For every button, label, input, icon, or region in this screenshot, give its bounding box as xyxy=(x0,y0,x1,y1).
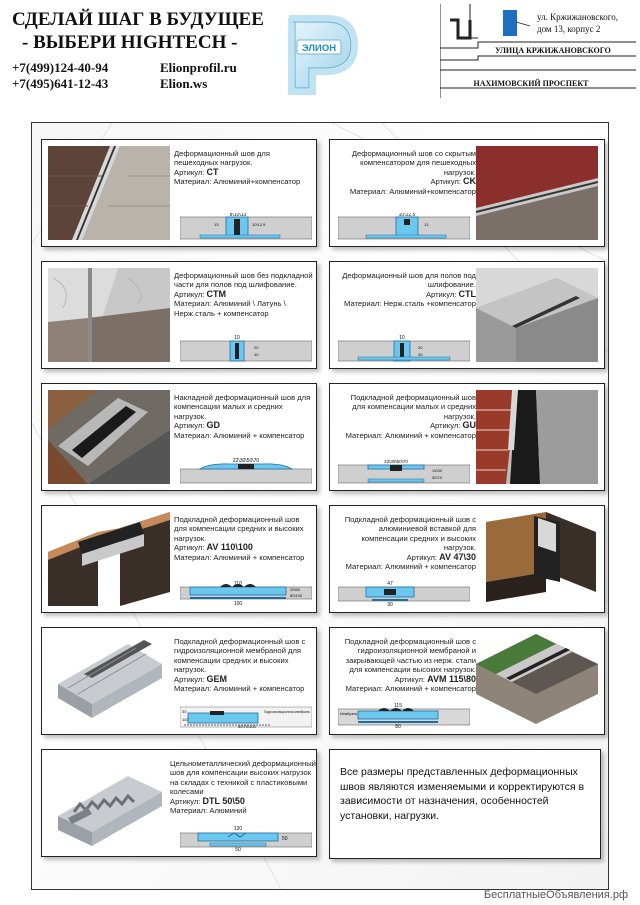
product-material: Материал: Алюминий + компенсатор xyxy=(345,562,476,572)
profile-diagram-ctl xyxy=(338,335,470,363)
product-info-gu xyxy=(336,393,476,440)
product-material: Материал: Алюминий xyxy=(170,806,247,816)
product-photo-av47 xyxy=(476,512,598,606)
product-info-ct xyxy=(174,149,314,187)
product-article: Артикул: DTL 50\50 xyxy=(170,795,245,806)
dim-label: 47 xyxy=(387,581,393,587)
product-card-ck[interactable] xyxy=(329,139,605,247)
product-material: Материал: Алюминий + компенсатор xyxy=(345,684,476,694)
dim-label: 80 xyxy=(395,724,401,729)
product-desc: Подкладной деформационный шов с гидроизоляционной мембраной и закрывающей частью из нерж. стали для компенсации высоких нагрузок. xyxy=(344,637,476,675)
product-desc: Цельнометаллический деформационный шов для компенсации высоких нагрузок на складах с техникой с пластиковыми колесами xyxy=(170,759,316,797)
dim-label: 40 xyxy=(254,352,259,357)
product-article: Артикул: CT xyxy=(174,166,219,177)
dim-label: 50 xyxy=(282,836,288,842)
dim-label: 13 xyxy=(424,222,429,227)
product-desc: Подкладной деформационный шов с алюминиевой вставкой для компенсации средних и высоких нагрузок. xyxy=(344,515,476,553)
product-photo-gd xyxy=(48,390,170,484)
phone-list xyxy=(12,60,108,92)
product-info-ctl xyxy=(336,271,476,309)
product-material: Материал: Алюминий \ Латунь \ Нерж.сталь + компенсатор xyxy=(174,299,286,318)
product-card-av110[interactable] xyxy=(41,505,317,613)
dim-label: 120 xyxy=(233,826,243,832)
dim-label: 20\50 xyxy=(290,587,301,592)
elion-logo xyxy=(283,14,361,96)
product-article: Артикул: GD xyxy=(174,420,221,431)
watermark: БесплатныеОбъявления.рф xyxy=(483,889,628,901)
product-desc: Деформационный шов без подкладной части для полов под шлифование. xyxy=(174,271,313,290)
product-info-ck xyxy=(336,149,476,196)
website-2[interactable]: Elion.ws xyxy=(160,76,208,91)
profile-diagram-ck xyxy=(338,213,470,241)
dim-label: 13 xyxy=(214,222,219,227)
product-desc: Подкладной деформационный шов для компенсации малых и средних нагрузок. xyxy=(350,393,476,421)
dim-label: Гидроизоляционная мембрана xyxy=(264,710,310,714)
sizing-note: Все размеры представленных деформационных швов являются изменяемыми и корректируются в зависимости от назначения, особенностей установки, нагрузки. xyxy=(329,749,601,859)
dim-label: 100 xyxy=(233,601,243,607)
dim-label: 22\30\50\70 xyxy=(232,458,260,464)
dim-label: 20 xyxy=(418,345,423,350)
product-desc: Подкладной деформационный шов для компенсации средних и высоких нагрузок. xyxy=(174,515,304,543)
profile-diagram-gd xyxy=(180,457,312,485)
product-article: Артикул: CTM xyxy=(174,288,227,299)
product-article: Артикул: CTL xyxy=(425,288,476,299)
dim-label: 115 xyxy=(394,703,402,709)
dim-label: 8\10\13 xyxy=(229,213,247,218)
product-photo-ck xyxy=(476,146,598,240)
product-desc: Деформационный шов для полов под шлифование. xyxy=(342,271,476,290)
product-material: Материал: Алюминий+компенсатор xyxy=(174,177,301,187)
product-card-ctl[interactable] xyxy=(329,261,605,369)
product-card-gem[interactable] xyxy=(41,627,317,735)
product-card-ct[interactable] xyxy=(41,139,317,247)
dim-label: 80\100 xyxy=(290,593,303,598)
slogan-line-2: - ВЫБЕРИ HIGHTECH - xyxy=(22,32,238,53)
product-card-dtl[interactable] xyxy=(41,749,317,857)
product-photo-av110 xyxy=(48,512,170,606)
product-article: Артикул: GU xyxy=(429,420,476,431)
profile-diagram-avm xyxy=(338,701,470,729)
product-card-gu[interactable] xyxy=(329,383,605,491)
dim-label: 10\12,5 xyxy=(398,213,416,218)
street-label-2: НАХИМОВСКИЙ ПРОСПЕКТ xyxy=(473,79,589,88)
profile-diagram-ctm xyxy=(180,335,312,363)
product-article: Артикул: AVM 115\80 xyxy=(394,673,476,684)
product-desc: Накладной деформационный шов для компенсации малых и средних нагрузок. xyxy=(174,393,311,421)
product-photo-ct xyxy=(48,146,170,240)
dim-label: 40 xyxy=(418,352,423,357)
product-photo-ctm xyxy=(48,268,170,362)
slogan xyxy=(12,8,272,54)
product-info-ctm xyxy=(174,271,314,318)
phone-1[interactable]: +7(499)124-40-94 xyxy=(12,60,109,75)
product-article: Артикул: CK xyxy=(430,176,476,187)
dim-label: 22\30\50\70 xyxy=(384,459,408,464)
phone-2[interactable]: +7(495)641-12-43 xyxy=(12,76,109,91)
product-desc: Подкладной деформационный шов с гидроизоляционной мембраной для компенсации средних и высоких нагрузок. xyxy=(174,637,306,675)
dim-label: Мембрана xyxy=(340,712,358,716)
dim-label: 15\30 xyxy=(432,468,443,473)
dim-label: 10 xyxy=(399,335,405,341)
dim-label: 50\70 xyxy=(432,475,443,480)
dim-label: 50 xyxy=(235,847,241,851)
product-desc: Деформационный шов со скрытым компенсатором для пешеходных нагрузок. xyxy=(351,149,476,177)
product-material: Материал: Алюминий + компенсатор xyxy=(174,552,305,562)
address-line-2: дом 13, корпус 2 xyxy=(537,24,601,34)
product-photo-gu xyxy=(476,390,598,484)
dim-label: 110 xyxy=(182,717,189,722)
product-desc: Деформационный шов для пешеходных нагрузок. xyxy=(174,149,270,168)
dim-label: 30 xyxy=(182,709,187,714)
product-photo-gem xyxy=(48,634,170,728)
product-material: Материал: Алюминий + компенсатор xyxy=(174,430,305,440)
dim-label: 10\12,5 xyxy=(252,222,266,227)
building-marker-icon xyxy=(503,10,517,36)
website-1[interactable]: Elionprofil.ru xyxy=(160,60,237,75)
profile-diagram-gem xyxy=(180,701,312,729)
product-info-gd xyxy=(174,393,314,440)
product-article: Артикул: AV 110\100 xyxy=(174,542,253,553)
product-card-gd[interactable] xyxy=(41,383,317,491)
product-info-avm xyxy=(336,637,476,693)
product-material: Материал: Алюминий + компенсатор xyxy=(174,684,305,694)
catalog-frame xyxy=(31,122,609,890)
address-line-1: ул. Кржижановского, xyxy=(537,12,618,22)
profile-diagram-gu xyxy=(338,457,470,485)
dim-label: 50\70\100 xyxy=(238,724,256,729)
product-photo-dtl xyxy=(48,756,170,850)
dim-label: 110 xyxy=(234,581,242,587)
product-material: Материал: Нерж.сталь +компенсатор xyxy=(344,299,476,309)
product-info-av47 xyxy=(336,515,476,571)
dim-label: 10 xyxy=(234,335,240,341)
slogan-line-1: СДЕЛАЙ ШАГ В БУДУЩЕЕ xyxy=(12,9,264,30)
product-card-av47[interactable] xyxy=(329,505,605,613)
product-material: Материал: Алюминий+компенсатор xyxy=(349,186,476,196)
product-material: Материал: Алюминий + компенсатор xyxy=(345,430,476,440)
product-photo-avm xyxy=(476,634,598,728)
product-photo-ctl xyxy=(476,268,598,362)
profile-diagram-dtl xyxy=(180,823,312,851)
product-info-gem xyxy=(174,637,314,693)
profile-diagram-av110 xyxy=(180,579,312,607)
dim-label: 30 xyxy=(387,602,393,607)
product-card-avm[interactable] xyxy=(329,627,605,735)
product-info-av110 xyxy=(174,515,314,562)
dim-label: 20 xyxy=(254,345,259,350)
product-info-dtl xyxy=(170,759,317,815)
street-label-1: УЛИЦА КРЖИЖАНОВСКОГО xyxy=(495,46,611,55)
website-list xyxy=(160,60,237,92)
product-article: Артикул: GEM xyxy=(174,673,228,684)
product-article: Артикул: AV 47\30 xyxy=(406,551,476,562)
map-address xyxy=(537,11,637,35)
profile-diagram-ct xyxy=(180,213,312,241)
profile-diagram-av47 xyxy=(338,579,470,607)
logo-text: ЭЛИОН xyxy=(301,43,337,54)
product-card-ctm[interactable] xyxy=(41,261,317,369)
